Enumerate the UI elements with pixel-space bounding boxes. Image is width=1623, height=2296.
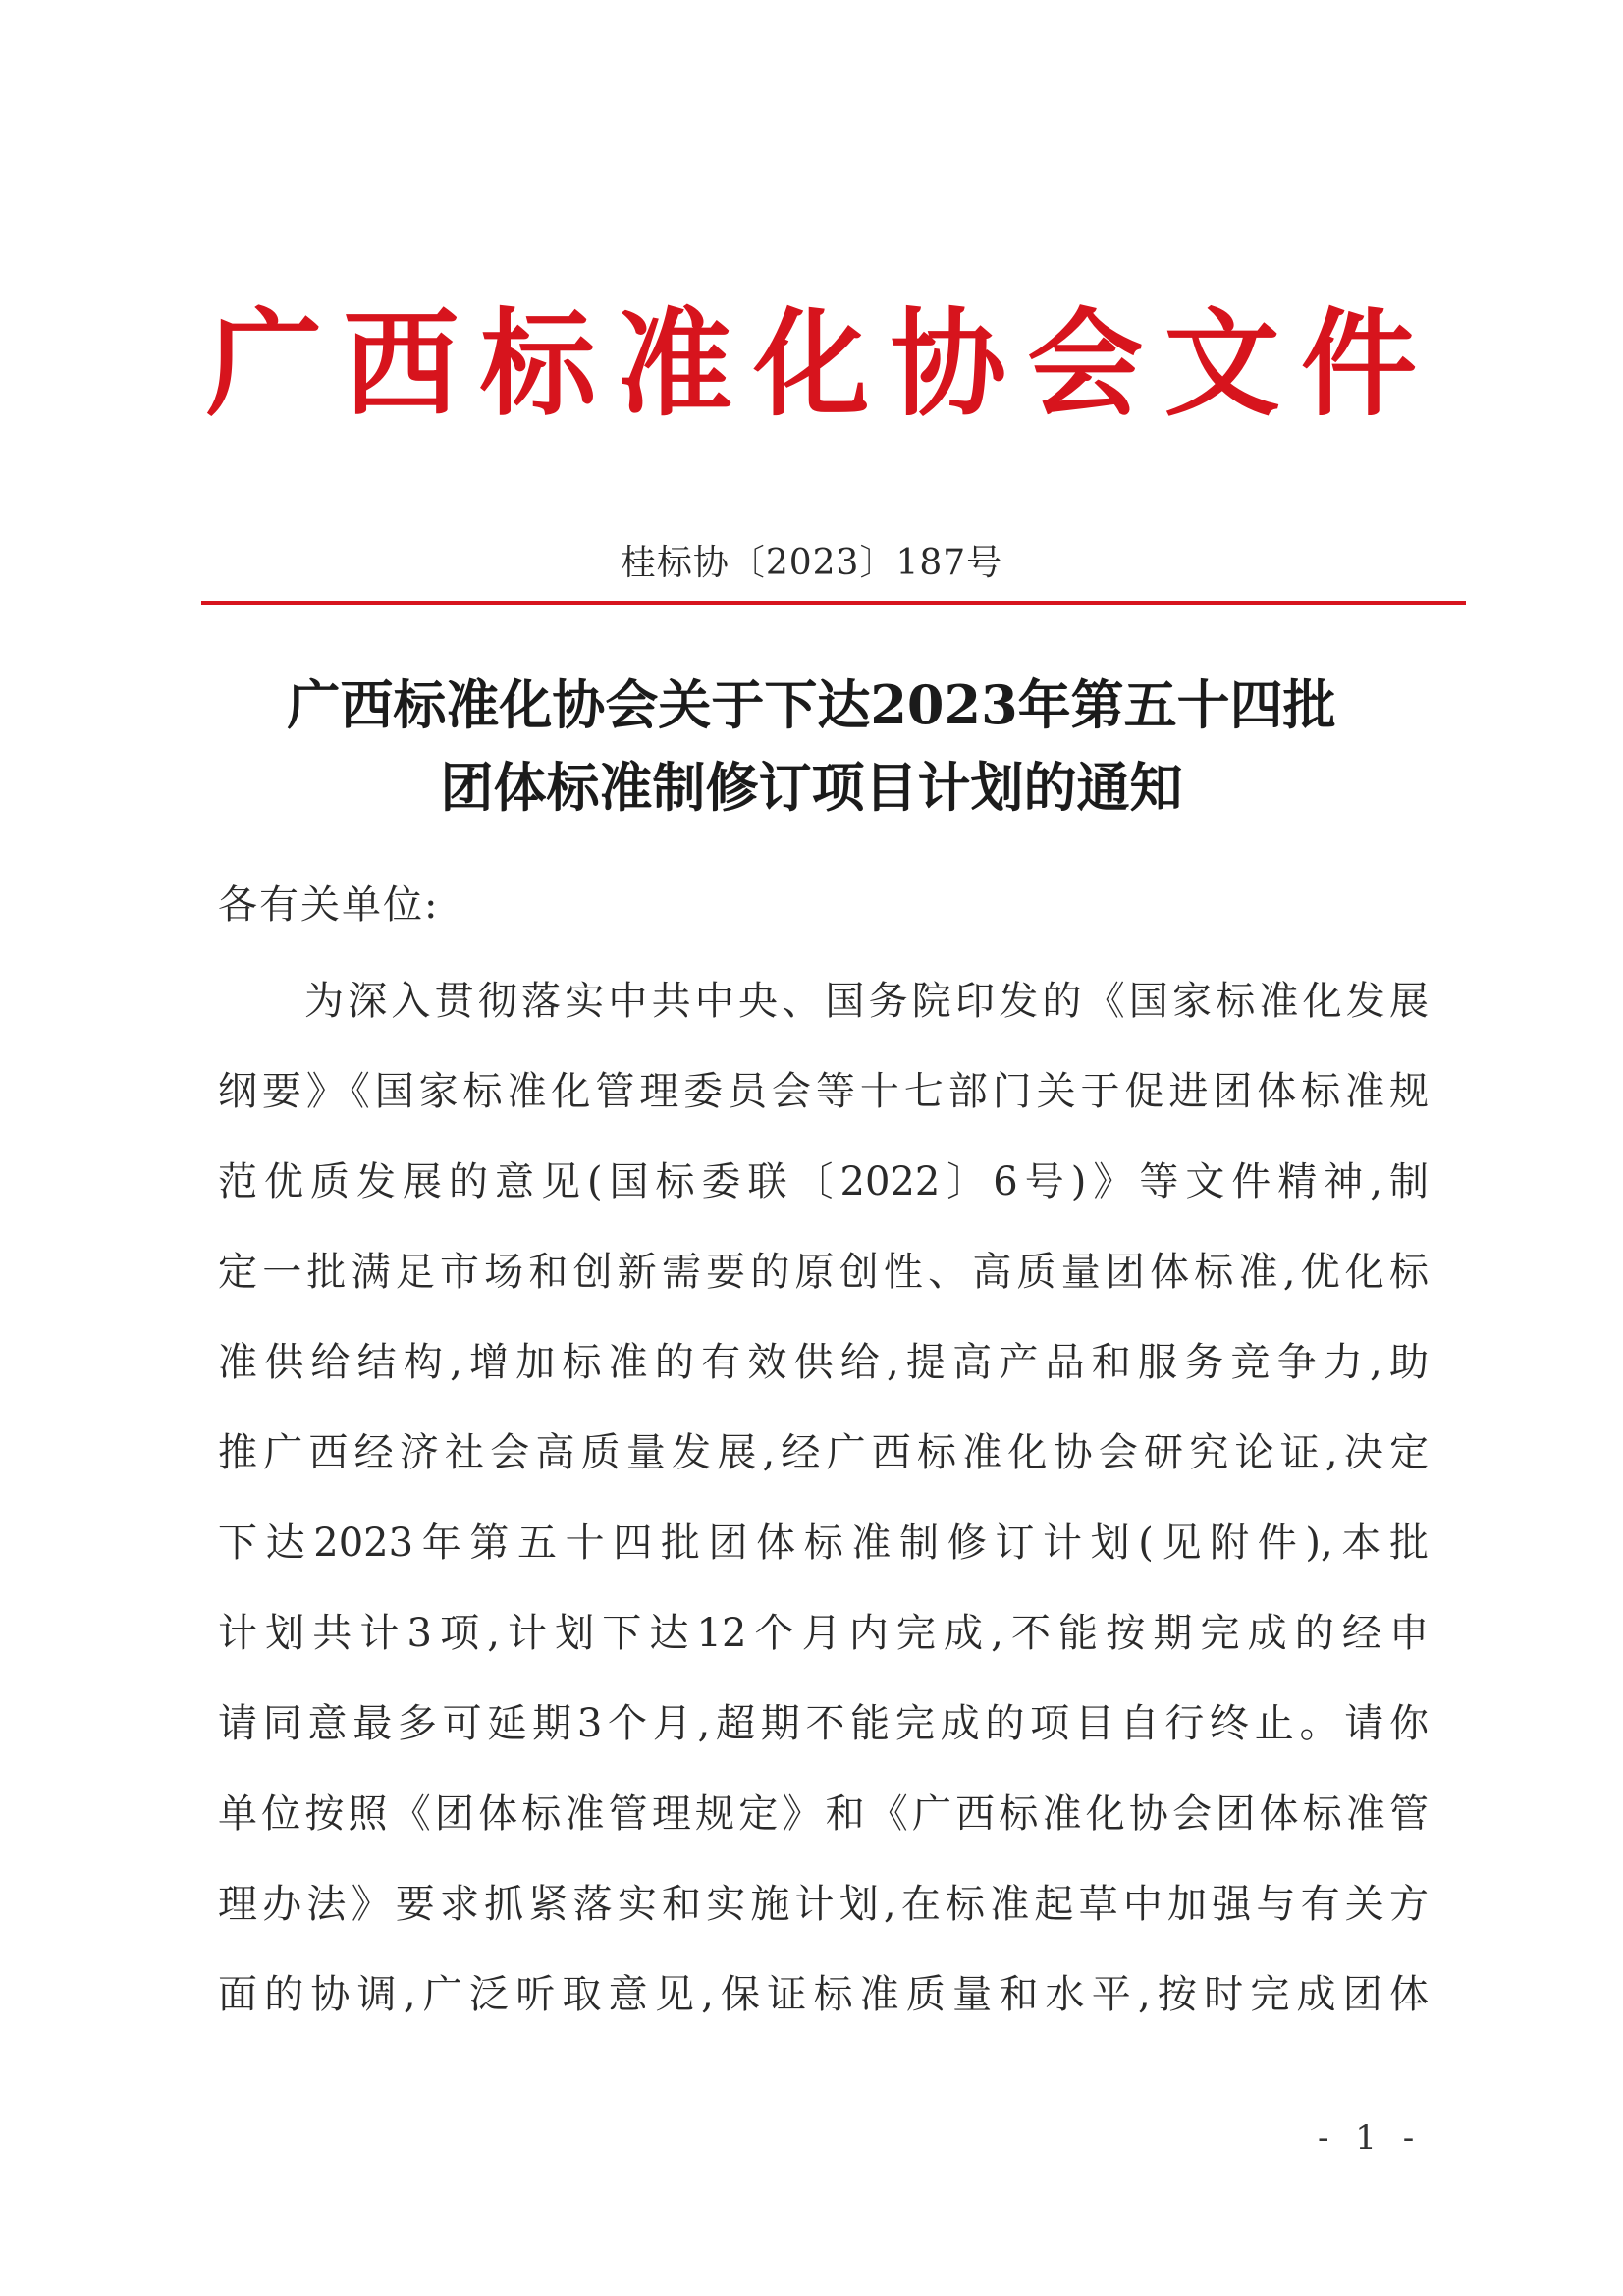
masthead-title: 广西标准化协会文件 — [206, 295, 1417, 432]
body-line: 计划共计3项,计划下达12个月内完成,不能按期完成的经申 — [218, 1611, 1429, 1656]
body-line: 为深入贯彻落实中共中央、国务院印发的《国家标准化发展 — [304, 979, 1429, 1024]
body-line: 定一批满足市场和创新需要的原创性、高质量团体标准,优化标 — [218, 1250, 1429, 1295]
body-line: 单位按照《团体标准管理规定》和《广西标准化协会团体标准管 — [218, 1791, 1429, 1837]
body-line: 推广西经济社会高质量发展,经广西标准化协会研究论证,决定 — [218, 1430, 1429, 1475]
salutation: 各有关单位: — [218, 882, 440, 928]
body-line: 范优质发展的意见(国标委联〔2022〕6号)》等文件精神,制 — [218, 1159, 1429, 1204]
body-line: 纲要》《国家标准化管理委员会等十七部门关于促进团体标准规 — [218, 1069, 1429, 1114]
body-line: 请同意最多可延期3个月,超期不能完成的项目自行终止。请你 — [218, 1701, 1429, 1746]
body-line: 准供给结构,增加标准的有效供给,提高产品和服务竞争力,助 — [218, 1340, 1429, 1385]
document-number: 桂标协〔2023〕187号 — [620, 543, 1003, 583]
body-line: 面的协调,广泛听取意见,保证标准质量和水平,按时完成团体 — [218, 1972, 1429, 2017]
notice-title-line-1: 广西标准化协会关于下达2023年第五十四批 — [287, 673, 1336, 736]
red-divider-line — [201, 601, 1466, 605]
page-number: - 1 - — [1318, 2118, 1423, 2158]
body-line: 下达2023年第五十四批团体标准制修订计划(见附件),本批 — [218, 1521, 1429, 1566]
notice-title-line-2: 团体标准制修订项目计划的通知 — [440, 756, 1183, 819]
body-line: 理办法》要求抓紧落实和实施计划,在标准起草中加强与有关方 — [218, 1882, 1429, 1927]
